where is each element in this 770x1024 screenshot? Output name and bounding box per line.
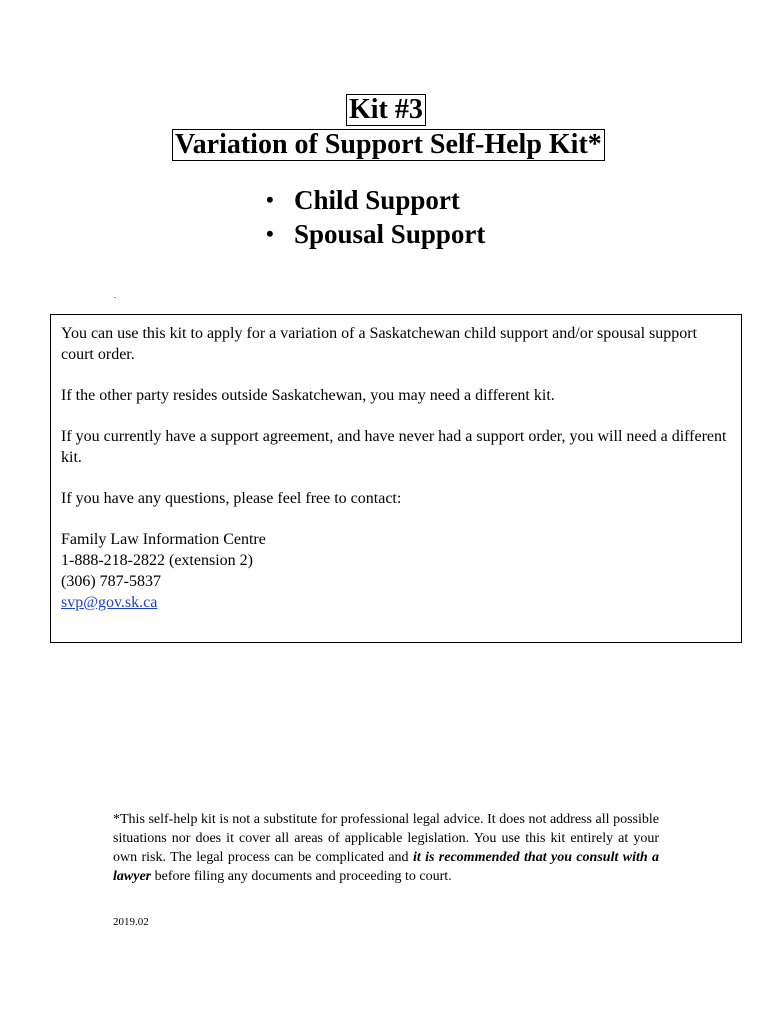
version-label: 2019.02 xyxy=(113,916,149,928)
contact-name: Family Law Information Centre xyxy=(61,531,266,548)
info-paragraph-outside-province: If the other party resides outside Saskatchewan, you may need a different kit. xyxy=(61,387,555,404)
contact-block xyxy=(61,529,731,613)
info-paragraph-agreement: If you currently have a support agreement, and have never had a support order, you will need a different kit. xyxy=(61,428,727,466)
contact-toll-free: 1-888-218-2822 (extension 2) xyxy=(61,552,253,569)
disclaimer-text-end: before filing any documents and proceeding to court. xyxy=(151,869,452,884)
topic-label: Spousal Support xyxy=(294,219,486,249)
topic-label: Child Support xyxy=(294,185,460,215)
disclaimer xyxy=(113,810,659,886)
contact-email-link[interactable]: svp@gov.sk.ca xyxy=(61,594,158,611)
info-paragraph-questions: If you have any questions, please feel free to contact: xyxy=(61,490,402,507)
topic-item-spousal-support xyxy=(266,217,485,251)
contact-local-phone: (306) 787-5837 xyxy=(61,573,161,590)
disclaimer-text: *This self-help kit is not a substitute for professional legal advice. It does not address all possible situations nor does it cover all areas of applicable legislation. You use this kit entirely at your own risk. The legal process can be complicated and xyxy=(113,812,659,865)
page-title: Variation of Support Self-Help Kit* xyxy=(172,129,605,161)
bullet-icon: • xyxy=(266,221,274,246)
stray-mark: . xyxy=(114,291,116,300)
topic-item-child-support xyxy=(266,183,485,217)
topic-list xyxy=(266,183,485,251)
disclaimer-emphasis: it is recommended that you consult with a lawyer xyxy=(113,850,660,884)
info-paragraph-usage: You can use this kit to apply for a variation of a Saskatchewan child support and/or spousal support court order. xyxy=(61,325,698,363)
kit-number-title: Kit #3 xyxy=(346,94,426,126)
bullet-icon: • xyxy=(266,187,274,212)
info-box xyxy=(50,314,742,643)
